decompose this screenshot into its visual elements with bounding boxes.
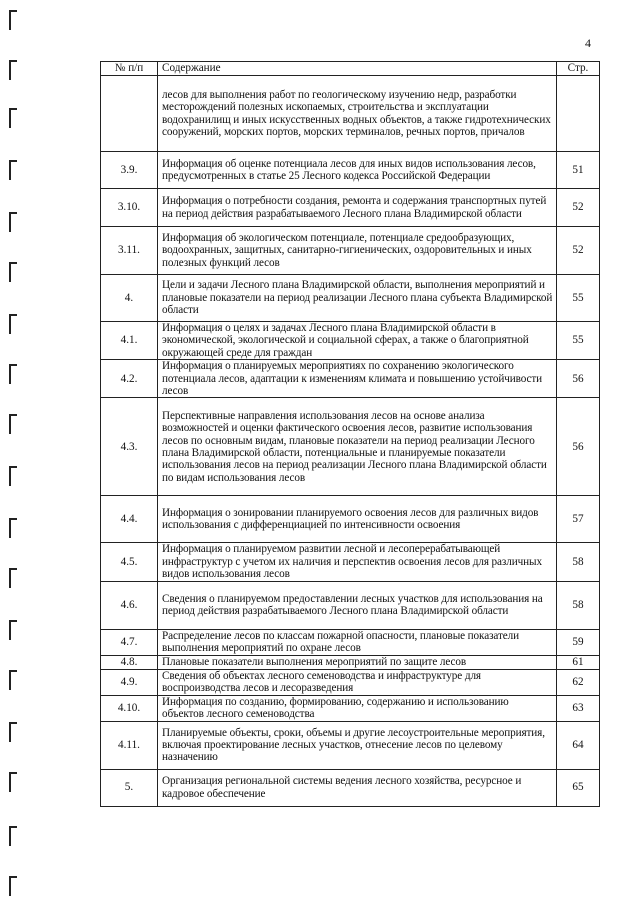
header-content: Содержание [158,62,557,76]
binding-mark [9,568,17,588]
binding-mark [9,10,17,30]
binding-mark [9,620,17,640]
row-number: 4.3. [101,398,158,496]
row-content: Информация по созданию, формированию, содержанию и использованию объектов лесного семеноводства [158,695,557,721]
header-number: № п/п [101,62,158,76]
table-row [101,669,600,695]
table-header-row [101,62,600,76]
row-content: Сведения о планируемом предоставлении лесных участков для использования на период действия разрабатываемого Лесного плана Владимирской области [158,581,557,629]
binding-mark [9,876,17,896]
row-content: Информация о планируемых мероприятиях по сохранению экологического потенциала лесов, адаптации к изменениям климата и повышению устойчивости лесов [158,360,557,398]
row-number: 4.11. [101,721,158,769]
table-body [101,76,600,807]
row-content: Информация о потребности создания, ремонта и содержания транспортных путей на период действия разрабатываемого Лесного плана Владимирской области [158,189,557,227]
binding-mark [9,108,17,128]
row-page: 64 [557,721,600,769]
table-row [101,275,600,322]
row-content: Информация о целях и задачах Лесного плана Владимирской области в экономической, экологической и социальной сферах, а также о благоприятной окружающей среде для граждан [158,322,557,360]
row-number: 3.11. [101,227,158,275]
row-number: 4.2. [101,360,158,398]
table-row [101,695,600,721]
row-content: Планируемые объекты, сроки, объемы и другие лесоустроительные мероприятия, включая проектирование лесных участков, отнесение лесов по целевому назначению [158,721,557,769]
page-number: 4 [585,36,591,50]
binding-mark [9,414,17,434]
table-row [101,398,600,496]
binding-mark [9,60,17,80]
row-page: 52 [557,227,600,275]
binding-mark [9,518,17,538]
table-row [101,581,600,629]
binding-mark [9,772,17,792]
row-number: 4.10. [101,695,158,721]
row-page: 56 [557,398,600,496]
binding-mark [9,722,17,742]
binding-mark [9,466,17,486]
row-page: 61 [557,655,600,669]
header-page: Стр. [557,62,600,76]
row-content: Распределение лесов по классам пожарной опасности, плановые показатели выполнения мероприятий по охране лесов [158,629,557,655]
row-page: 58 [557,543,600,581]
row-number: 4.4. [101,496,158,543]
row-number: 3.9. [101,152,158,189]
table-row [101,189,600,227]
binding-mark [9,826,17,846]
row-content: Сведения об объектах лесного семеноводства и инфраструктуре для воспроизводства лесов и лесоразведения [158,669,557,695]
table-row [101,152,600,189]
row-content: Организация региональной системы ведения лесного хозяйства, ресурсное и кадровое обеспечение [158,769,557,806]
row-page: 56 [557,360,600,398]
row-content: Информация о зонировании планируемого освоения лесов для различных видов использования с дифференциацией по интенсивности освоения [158,496,557,543]
table-row [101,322,600,360]
row-page: 51 [557,152,600,189]
binding-mark [9,262,17,282]
contents-table [100,61,600,807]
row-page: 57 [557,496,600,543]
row-number: 4.8. [101,655,158,669]
row-content: Информация о планируемом развитии лесной и лесоперерабатывающей инфраструктур с учетом их наличия и перспектив освоения лесов для различных видов использования лесов [158,543,557,581]
table-row [101,360,600,398]
row-page: 55 [557,275,600,322]
row-number: 4.6. [101,581,158,629]
row-content: лесов для выполнения работ по геологическому изучению недр, разработки месторождений полезных ископаемых, строительства и эксплуатации водохранилищ и иных искусственных водных объектов, а также гидротехнических сооружений, морских портов, морских терминалов, речных портов, причалов [158,76,557,152]
row-content: Цели и задачи Лесного плана Владимирской области, выполнения мероприятий и плановые показатели на период реализации Лесного плана субъекта Владимирской области [158,275,557,322]
binding-mark [9,314,17,334]
table-row [101,629,600,655]
row-number [101,76,158,152]
table-row [101,543,600,581]
row-page: 65 [557,769,600,806]
row-number: 4. [101,275,158,322]
row-page: 59 [557,629,600,655]
table-row [101,496,600,543]
row-number: 3.10. [101,189,158,227]
binding-mark [9,670,17,690]
binding-mark [9,212,17,232]
row-number: 4.9. [101,669,158,695]
row-page: 63 [557,695,600,721]
binding-mark [9,364,17,384]
row-page [557,76,600,152]
row-page: 58 [557,581,600,629]
row-page: 62 [557,669,600,695]
binding-mark [9,160,17,180]
row-number: 4.7. [101,629,158,655]
row-page: 55 [557,322,600,360]
row-content: Информация об экологическом потенциале, потенциале средообразующих, водоохранных, защитных, санитарно-гигиенических, оздоровительных и иных полезных функций лесов [158,227,557,275]
row-content: Информация об оценке потенциала лесов для иных видов использования лесов, предусмотренных в статье 25 Лесного кодекса Российской Федерации [158,152,557,189]
row-number: 4.1. [101,322,158,360]
table-row [101,769,600,806]
table-row [101,76,600,152]
row-number: 4.5. [101,543,158,581]
table-row [101,227,600,275]
row-page: 52 [557,189,600,227]
table-row [101,721,600,769]
row-content: Перспективные направления использования лесов на основе анализа возможностей и оценки фактического освоения лесов, развитие использования лесов по основным видам, плановые показатели на период реализации Лесного плана Владимирской области, потенциальные и планируемые показатели использования лесов на период реализации Лесного плана Владимирской области по видам использования лесов [158,398,557,496]
row-number: 5. [101,769,158,806]
table-row [101,655,600,669]
row-content: Плановые показатели выполнения мероприятий по защите лесов [158,655,557,669]
